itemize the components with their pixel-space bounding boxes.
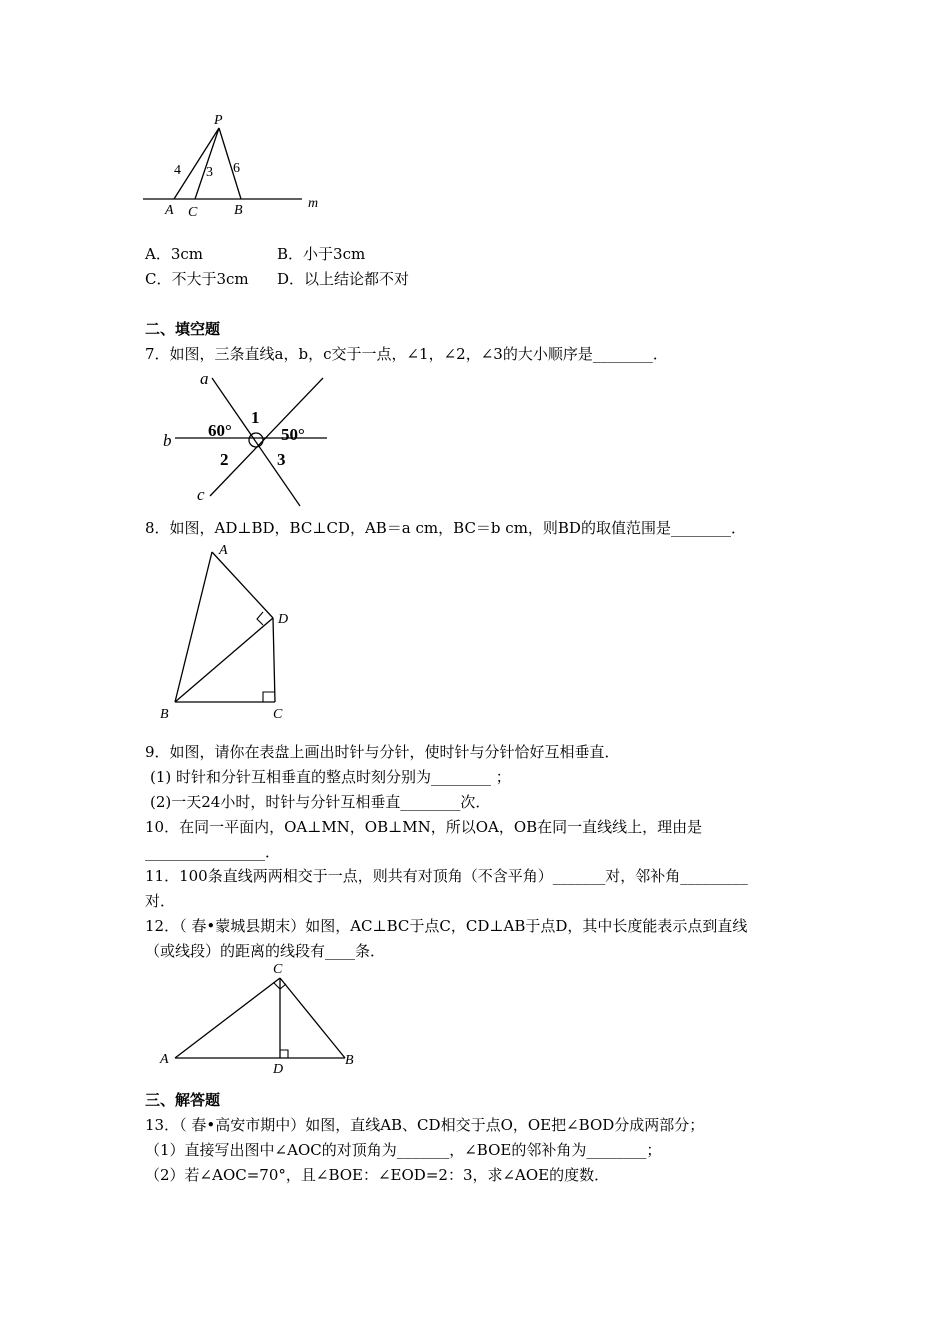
fig6-label-B: B: [234, 203, 243, 218]
q9-part2: (2)一天24小时，时针与分针互相垂直________次．: [150, 793, 491, 811]
q10-text: 10．在同一平面内，OA⊥MN，OB⊥MN，所以OA，OB在同一直线线上，理由是: [145, 818, 703, 836]
fig6-label-C: C: [188, 205, 198, 220]
section-heading-answer: 三、解答题: [145, 1091, 221, 1109]
q9-part1: (1) 时针和分针互相垂直的整点时刻分别为________ ；: [150, 768, 511, 786]
fig7-angle-60: 60°: [208, 421, 232, 440]
fig8-label-A: A: [219, 543, 228, 558]
q6-option-c: C．不大于3cm: [145, 270, 249, 288]
figure-q7-three-lines: [155, 370, 335, 510]
fig12-label-A: A: [160, 1052, 169, 1067]
q9-text: 9．如图，请你在表盘上画出时针与分针，使时针与分针恰好互相垂直．: [145, 743, 620, 761]
q6-option-b: B．小于3cm: [277, 245, 366, 263]
fig7-angle-2: 2: [220, 450, 229, 469]
fig7-label-c: c: [197, 485, 205, 504]
fig12-label-B: B: [345, 1053, 354, 1068]
fig6-label-A: A: [165, 203, 174, 218]
fig7-label-a: a: [200, 370, 209, 388]
fig6-length-4: 4: [174, 163, 181, 178]
section-heading-fill-blank: 二、填空题: [145, 320, 221, 338]
q8-text: 8．如图，AD⊥BD，BC⊥CD，AB＝a cm，BC＝b cm，则BD的取值范围是________．: [145, 519, 746, 537]
q13-part1: （1）直接写出图中∠AOC的对顶角为_______，∠BOE的邻补角为________；: [145, 1141, 662, 1159]
q13-part2: （2）若∠AOC=70°，且∠BOE：∠EOD=2：3，求∠AOE的度数．: [145, 1166, 610, 1184]
q12-text-cont: （或线段）的距离的线段有____条．: [145, 942, 386, 960]
q6-option-a: A．3cm: [145, 245, 204, 263]
fig7-label-b: b: [163, 431, 172, 450]
q7-text: 7．如图，三条直线a，b，c交于一点，∠1，∠2，∠3的大小顺序是________．: [145, 345, 668, 363]
figure-q12-right-triangle: [155, 958, 365, 1078]
fig12-label-D: D: [273, 1062, 284, 1077]
q11-text-cont: 对．: [145, 892, 176, 910]
fig6-label-m: m: [308, 196, 319, 211]
fig6-label-P: P: [214, 113, 223, 128]
figure-q8-quadrilateral: [155, 540, 305, 725]
q13-text: 13．（ 春•高安市期中）如图，直线AB、CD相交于点O，OE把∠BOD分成两部分；: [145, 1116, 705, 1134]
q6-options-row1: [145, 244, 365, 264]
q10-text-cont: ________________．: [145, 843, 281, 861]
q11-text: 11．100条直线两两相交于一点，则共有对顶角（不含平角）_______对，邻补角_________: [145, 867, 748, 885]
q6-option-d: D．以上结论都不对: [277, 270, 410, 288]
figure-q6-triangle: [140, 110, 340, 225]
fig6-length-3: 3: [206, 165, 213, 180]
fig8-label-B: B: [160, 707, 169, 722]
fig7-angle-1: 1: [251, 408, 260, 427]
fig8-label-C: C: [273, 707, 283, 722]
fig8-label-D: D: [278, 612, 289, 627]
fig12-label-C: C: [273, 962, 283, 977]
fig7-angle-3: 3: [277, 450, 286, 469]
q6-options-row2: [145, 269, 409, 289]
q12-text: 12．（ 春•蒙城县期末）如图，AC⊥BC于点C，CD⊥AB于点D，其中长度能表示点到直线: [145, 917, 748, 935]
fig6-length-6: 6: [233, 161, 240, 176]
fig7-angle-50: 50°: [281, 425, 305, 444]
